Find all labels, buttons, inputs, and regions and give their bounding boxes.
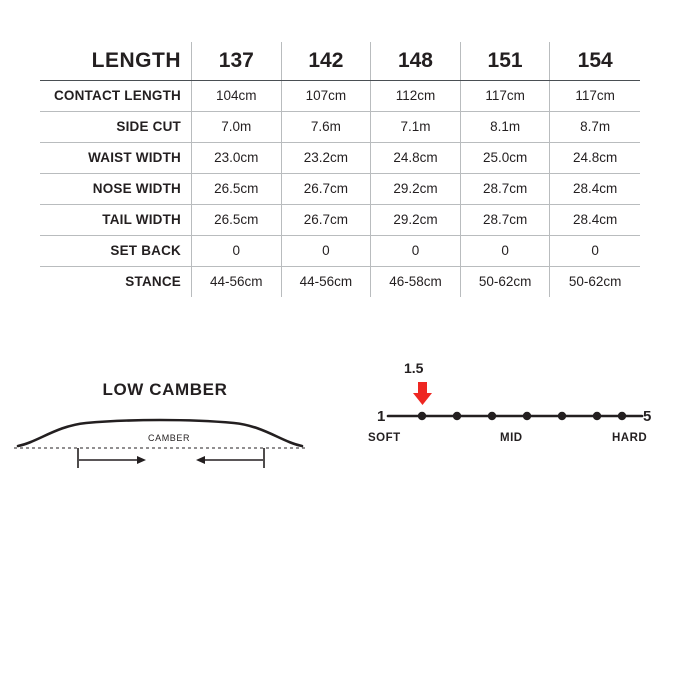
row-cell: 26.5cm — [192, 205, 282, 235]
flex-value-label: 1.5 — [404, 360, 424, 376]
table-row — [40, 112, 640, 143]
table-row — [40, 205, 640, 236]
row-cell: 0 — [371, 236, 461, 266]
row-cell: 7.6m — [282, 112, 372, 142]
row-cell: 0 — [282, 236, 372, 266]
camber-profile-diagram — [10, 404, 320, 484]
table-row — [40, 81, 640, 112]
flex-dot — [488, 412, 496, 420]
row-label: WAIST WIDTH — [40, 143, 192, 173]
row-cell: 23.0cm — [192, 143, 282, 173]
row-label: NOSE WIDTH — [40, 174, 192, 204]
flex-panel — [360, 360, 670, 470]
table-row — [40, 236, 640, 267]
row-cell: 0 — [192, 236, 282, 266]
flex-scale-diagram — [360, 404, 670, 434]
row-cell: 26.7cm — [282, 205, 372, 235]
camber-arrow-left-head — [137, 456, 146, 464]
row-cell: 44-56cm — [282, 267, 372, 297]
row-label: CONTACT LENGTH — [40, 81, 192, 111]
flex-dot — [523, 412, 531, 420]
row-cell: 25.0cm — [461, 143, 551, 173]
row-label: SIDE CUT — [40, 112, 192, 142]
row-cell: 50-62cm — [461, 267, 551, 297]
table-header-col-154: 154 — [577, 49, 613, 72]
row-cell: 44-56cm — [192, 267, 282, 297]
row-cell: 8.1m — [461, 112, 551, 142]
row-cell: 29.2cm — [371, 174, 461, 204]
table-header-col-151: 151 — [461, 42, 551, 80]
flex-dot — [558, 412, 566, 420]
flex-min-number: 1 — [377, 408, 386, 425]
row-cell: 104cm — [192, 81, 282, 111]
flex-marker-arrow-icon — [410, 382, 436, 406]
flex-dot — [453, 412, 461, 420]
row-cell: 50-62cm — [568, 274, 622, 289]
table-header-col-142: 142 — [282, 42, 372, 80]
row-cell: 7.0m — [192, 112, 282, 142]
table-row — [40, 267, 640, 297]
row-cell: 29.2cm — [371, 205, 461, 235]
flex-label-mid: MID — [500, 432, 523, 444]
row-cell: 23.2cm — [282, 143, 372, 173]
row-cell: 26.7cm — [282, 174, 372, 204]
flex-max-number: 5 — [643, 408, 652, 425]
flex-dot — [618, 412, 626, 420]
table-row — [40, 174, 640, 205]
row-cell: 28.4cm — [573, 212, 618, 227]
flex-dot — [418, 412, 426, 420]
camber-title: LOW CAMBER — [102, 380, 228, 399]
table-header-row — [40, 42, 640, 81]
row-cell: 117cm — [461, 81, 551, 111]
row-cell: 112cm — [371, 81, 461, 111]
row-cell: 107cm — [282, 81, 372, 111]
row-cell: 24.8cm — [371, 143, 461, 173]
row-cell: 26.5cm — [192, 174, 282, 204]
row-cell: 7.1m — [371, 112, 461, 142]
camber-caption: CAMBER — [148, 433, 191, 443]
row-cell: 24.8cm — [573, 150, 618, 165]
row-cell: 8.7m — [580, 119, 611, 134]
flex-dot — [593, 412, 601, 420]
row-label: STANCE — [40, 267, 192, 297]
spec-table — [40, 42, 640, 297]
row-cell: 0 — [591, 243, 599, 258]
row-cell: 28.7cm — [461, 205, 551, 235]
row-cell: 0 — [461, 236, 551, 266]
table-row — [40, 143, 640, 174]
table-header-col-148: 148 — [371, 42, 461, 80]
row-label: TAIL WIDTH — [40, 205, 192, 235]
row-label: SET BACK — [40, 236, 192, 266]
flex-label-soft: SOFT — [368, 432, 401, 444]
row-cell: 28.7cm — [461, 174, 551, 204]
camber-panel — [10, 372, 320, 482]
row-cell: 117cm — [575, 88, 615, 103]
row-cell: 28.4cm — [573, 181, 618, 196]
table-header-length: LENGTH — [40, 42, 192, 80]
row-cell: 46-58cm — [371, 267, 461, 297]
camber-arrow-right-head — [196, 456, 205, 464]
table-header-col-137: 137 — [192, 42, 282, 80]
flex-label-hard: HARD — [612, 432, 648, 444]
